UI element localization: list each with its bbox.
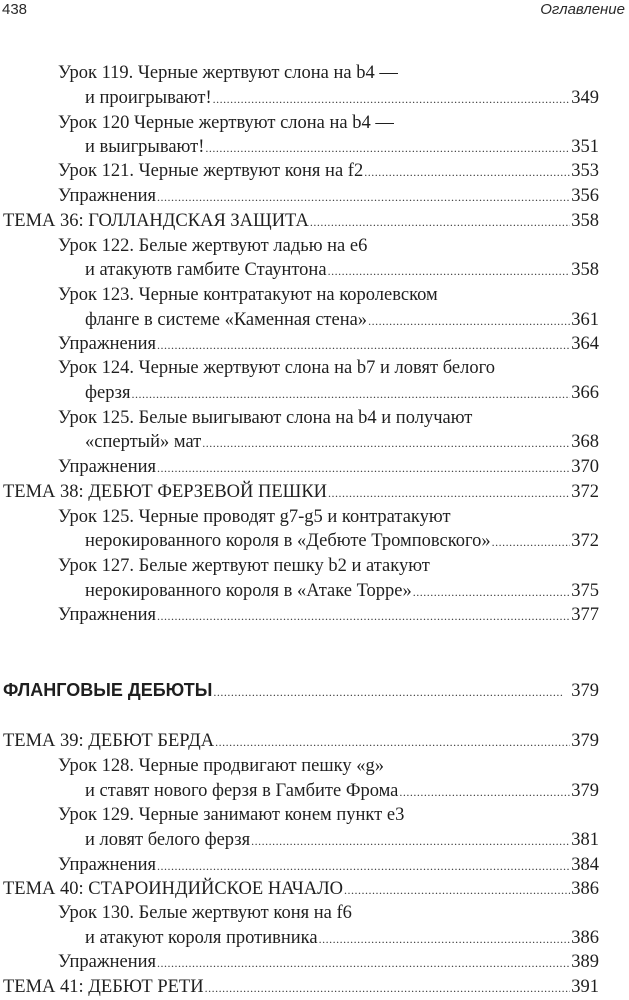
toc-entry-title: ФЛАНГОВЫЕ ДЕБЮТЫ	[3, 680, 213, 700]
toc-entry	[58, 61, 599, 85]
toc-entry	[58, 950, 599, 974]
toc-entry	[3, 729, 599, 753]
dot-leader	[213, 680, 564, 704]
toc-entry	[85, 135, 599, 159]
toc-entry	[58, 332, 599, 356]
dot-leader	[132, 382, 571, 406]
toc-entry-title: нерокированного короля в «Дебюте Тромповского»	[85, 531, 491, 551]
toc-page-number: 372	[571, 482, 599, 502]
toc-entry-title: и атакуютв гамбите Стаунтона	[85, 260, 327, 280]
toc-page-number: 379	[571, 681, 599, 701]
toc-entry-title: Упражнения	[58, 457, 157, 477]
toc-entry	[3, 877, 599, 901]
toc-entry-title: Урок 122. Белые жертвуют ладью на е6	[58, 236, 368, 256]
toc-entry-title: Урок 125. Белые выигывают слона на b4 и получают	[58, 408, 473, 428]
dot-leader	[328, 481, 570, 505]
page-number: 438	[2, 1, 28, 18]
dot-leader	[157, 604, 570, 628]
toc-page-number: 375	[571, 581, 599, 601]
toc-entry-title: Урок 130. Белые жертвуют коня на f6	[58, 903, 352, 923]
toc-entry	[58, 234, 599, 258]
toc-page-number: 351	[571, 137, 599, 157]
toc-entry	[85, 258, 599, 282]
dot-leader	[157, 854, 570, 878]
toc-entry	[58, 803, 599, 827]
dot-leader	[251, 829, 570, 853]
toc-page-number: 353	[571, 161, 599, 181]
toc-page-number: 358	[571, 211, 599, 231]
dot-leader	[310, 210, 570, 234]
toc-entry-title: «спертый» мат	[85, 432, 202, 452]
toc-entry-title: нерокированного короля в «Атаке Торре»	[85, 581, 412, 601]
toc-entry	[58, 754, 599, 778]
toc-entry-title: ТЕМА 39: ДЕБЮТ БЕРДА	[3, 731, 215, 751]
toc-entry-title: Урок 125. Черные проводят g7-g5 и контратакуют	[58, 507, 451, 527]
toc-entry-title: фланге в системе «Каменная стена»	[85, 310, 368, 330]
toc-entry-title: Урок 119. Черные жертвуют слона на b4 —	[58, 63, 398, 83]
toc-entry-title: ТЕМА 40: СТАРОИНДИЙСКОЕ НАЧАЛО	[3, 879, 344, 899]
toc-page-number: 370	[571, 457, 599, 477]
toc-entry	[58, 455, 599, 479]
toc-entry	[85, 86, 599, 110]
dot-leader	[319, 927, 571, 951]
running-title: Оглавление	[540, 1, 625, 18]
dot-leader	[215, 730, 570, 754]
toc-entry-title: Урок 120 Черные жертвуют слона на b4 —	[58, 113, 394, 133]
toc-entry	[58, 505, 599, 529]
toc-entry-title: Упражнения	[58, 334, 157, 354]
toc-entry	[58, 159, 599, 183]
toc-entry	[3, 975, 599, 999]
toc-entry-title: и ловят белого ферзя	[85, 830, 251, 850]
toc-entry	[58, 853, 599, 877]
toc-page-number: 381	[571, 830, 599, 850]
toc-page-number: 379	[571, 781, 599, 801]
dot-leader	[205, 976, 571, 1000]
toc-page-number: 386	[571, 928, 599, 948]
toc-entry	[58, 356, 599, 380]
dot-leader	[157, 951, 570, 975]
toc-entry	[85, 308, 599, 332]
toc-entry	[58, 554, 599, 578]
toc-entry-title: ТЕМА 38: ДЕБЮТ ФЕРЗЕВОЙ ПЕШКИ	[3, 482, 328, 502]
toc-page-number: 386	[571, 879, 599, 899]
toc-entry-title: Урок 129. Черные занимают конем пункт е3	[58, 805, 405, 825]
toc-entry	[85, 529, 599, 553]
dot-leader	[205, 136, 570, 160]
dot-leader	[328, 259, 571, 283]
toc-entry	[85, 381, 599, 405]
toc-entry-title: ТЕМА 41: ДЕБЮТ РЕТИ	[3, 977, 204, 997]
dot-leader	[202, 431, 570, 455]
toc-entry	[58, 283, 599, 307]
dot-leader	[364, 160, 570, 184]
toc-entry	[85, 828, 599, 852]
toc-entry	[85, 579, 599, 603]
toc-page-number: 389	[571, 952, 599, 972]
toc-page-number: 356	[571, 186, 599, 206]
toc-entry-title: ферзя	[85, 383, 131, 403]
dot-leader	[368, 309, 570, 333]
toc-entry-title: и ставят нового ферзя в Гамбите Фрома	[85, 781, 399, 801]
dot-leader	[157, 333, 570, 357]
toc-entry	[58, 603, 599, 627]
toc-entry	[3, 480, 599, 504]
toc-page-number: 358	[571, 260, 599, 280]
toc-entry-title: Упражнения	[58, 186, 157, 206]
dot-leader	[157, 456, 570, 480]
toc-entry-title: и выигрывают!	[85, 137, 205, 157]
toc-entry-title: Упражнения	[58, 605, 157, 625]
toc-entry	[85, 779, 599, 803]
toc-entry	[85, 926, 599, 950]
dot-leader	[399, 780, 570, 804]
toc-entry-title: Упражнения	[58, 952, 157, 972]
toc-page-number: 366	[571, 383, 599, 403]
toc-entry	[58, 184, 599, 208]
toc-entry-title: Урок 128. Черные продвигают пешку «g»	[58, 756, 384, 776]
toc-page-number: 391	[571, 977, 599, 997]
dot-leader	[213, 87, 571, 111]
toc-entry	[58, 901, 599, 925]
page-header	[0, 0, 629, 24]
toc-entry	[3, 209, 599, 233]
toc-page-number: 372	[571, 531, 599, 551]
dot-leader	[492, 530, 571, 554]
dot-leader	[157, 185, 570, 209]
dot-leader	[344, 878, 570, 902]
toc-entry	[58, 111, 599, 135]
toc-entry-title: Урок 124. Черные жертвуют слона на b7 и ловят белого	[58, 358, 495, 378]
toc-entry-title: и проигрывают!	[85, 88, 212, 108]
toc-entry-title: Упражнения	[58, 855, 157, 875]
toc-page-number: 349	[571, 88, 599, 108]
toc-page-number: 368	[571, 432, 599, 452]
toc-entry-title: Урок 121. Черные жертвуют коня на f2	[58, 161, 364, 181]
dot-leader	[413, 580, 571, 604]
toc-entry-title: и атакуют короля противника	[85, 928, 318, 948]
toc-section-heading	[3, 678, 599, 702]
toc-entry-title: ТЕМА 36: ГОЛЛАНДСКАЯ ЗАЩИТА	[3, 211, 309, 231]
toc-entry-title: Урок 123. Черные контратакуют на королевском	[58, 285, 438, 305]
toc-page-number: 377	[571, 605, 599, 625]
toc-entry	[85, 430, 599, 454]
toc-page-number: 384	[571, 855, 599, 875]
toc-page-number: 361	[571, 310, 599, 330]
toc-page-number: 379	[571, 731, 599, 751]
toc-entry	[58, 406, 599, 430]
toc-page-number: 364	[571, 334, 599, 354]
toc-entry-title: Урок 127. Белые жертвуют пешку b2 и атакуют	[58, 556, 430, 576]
